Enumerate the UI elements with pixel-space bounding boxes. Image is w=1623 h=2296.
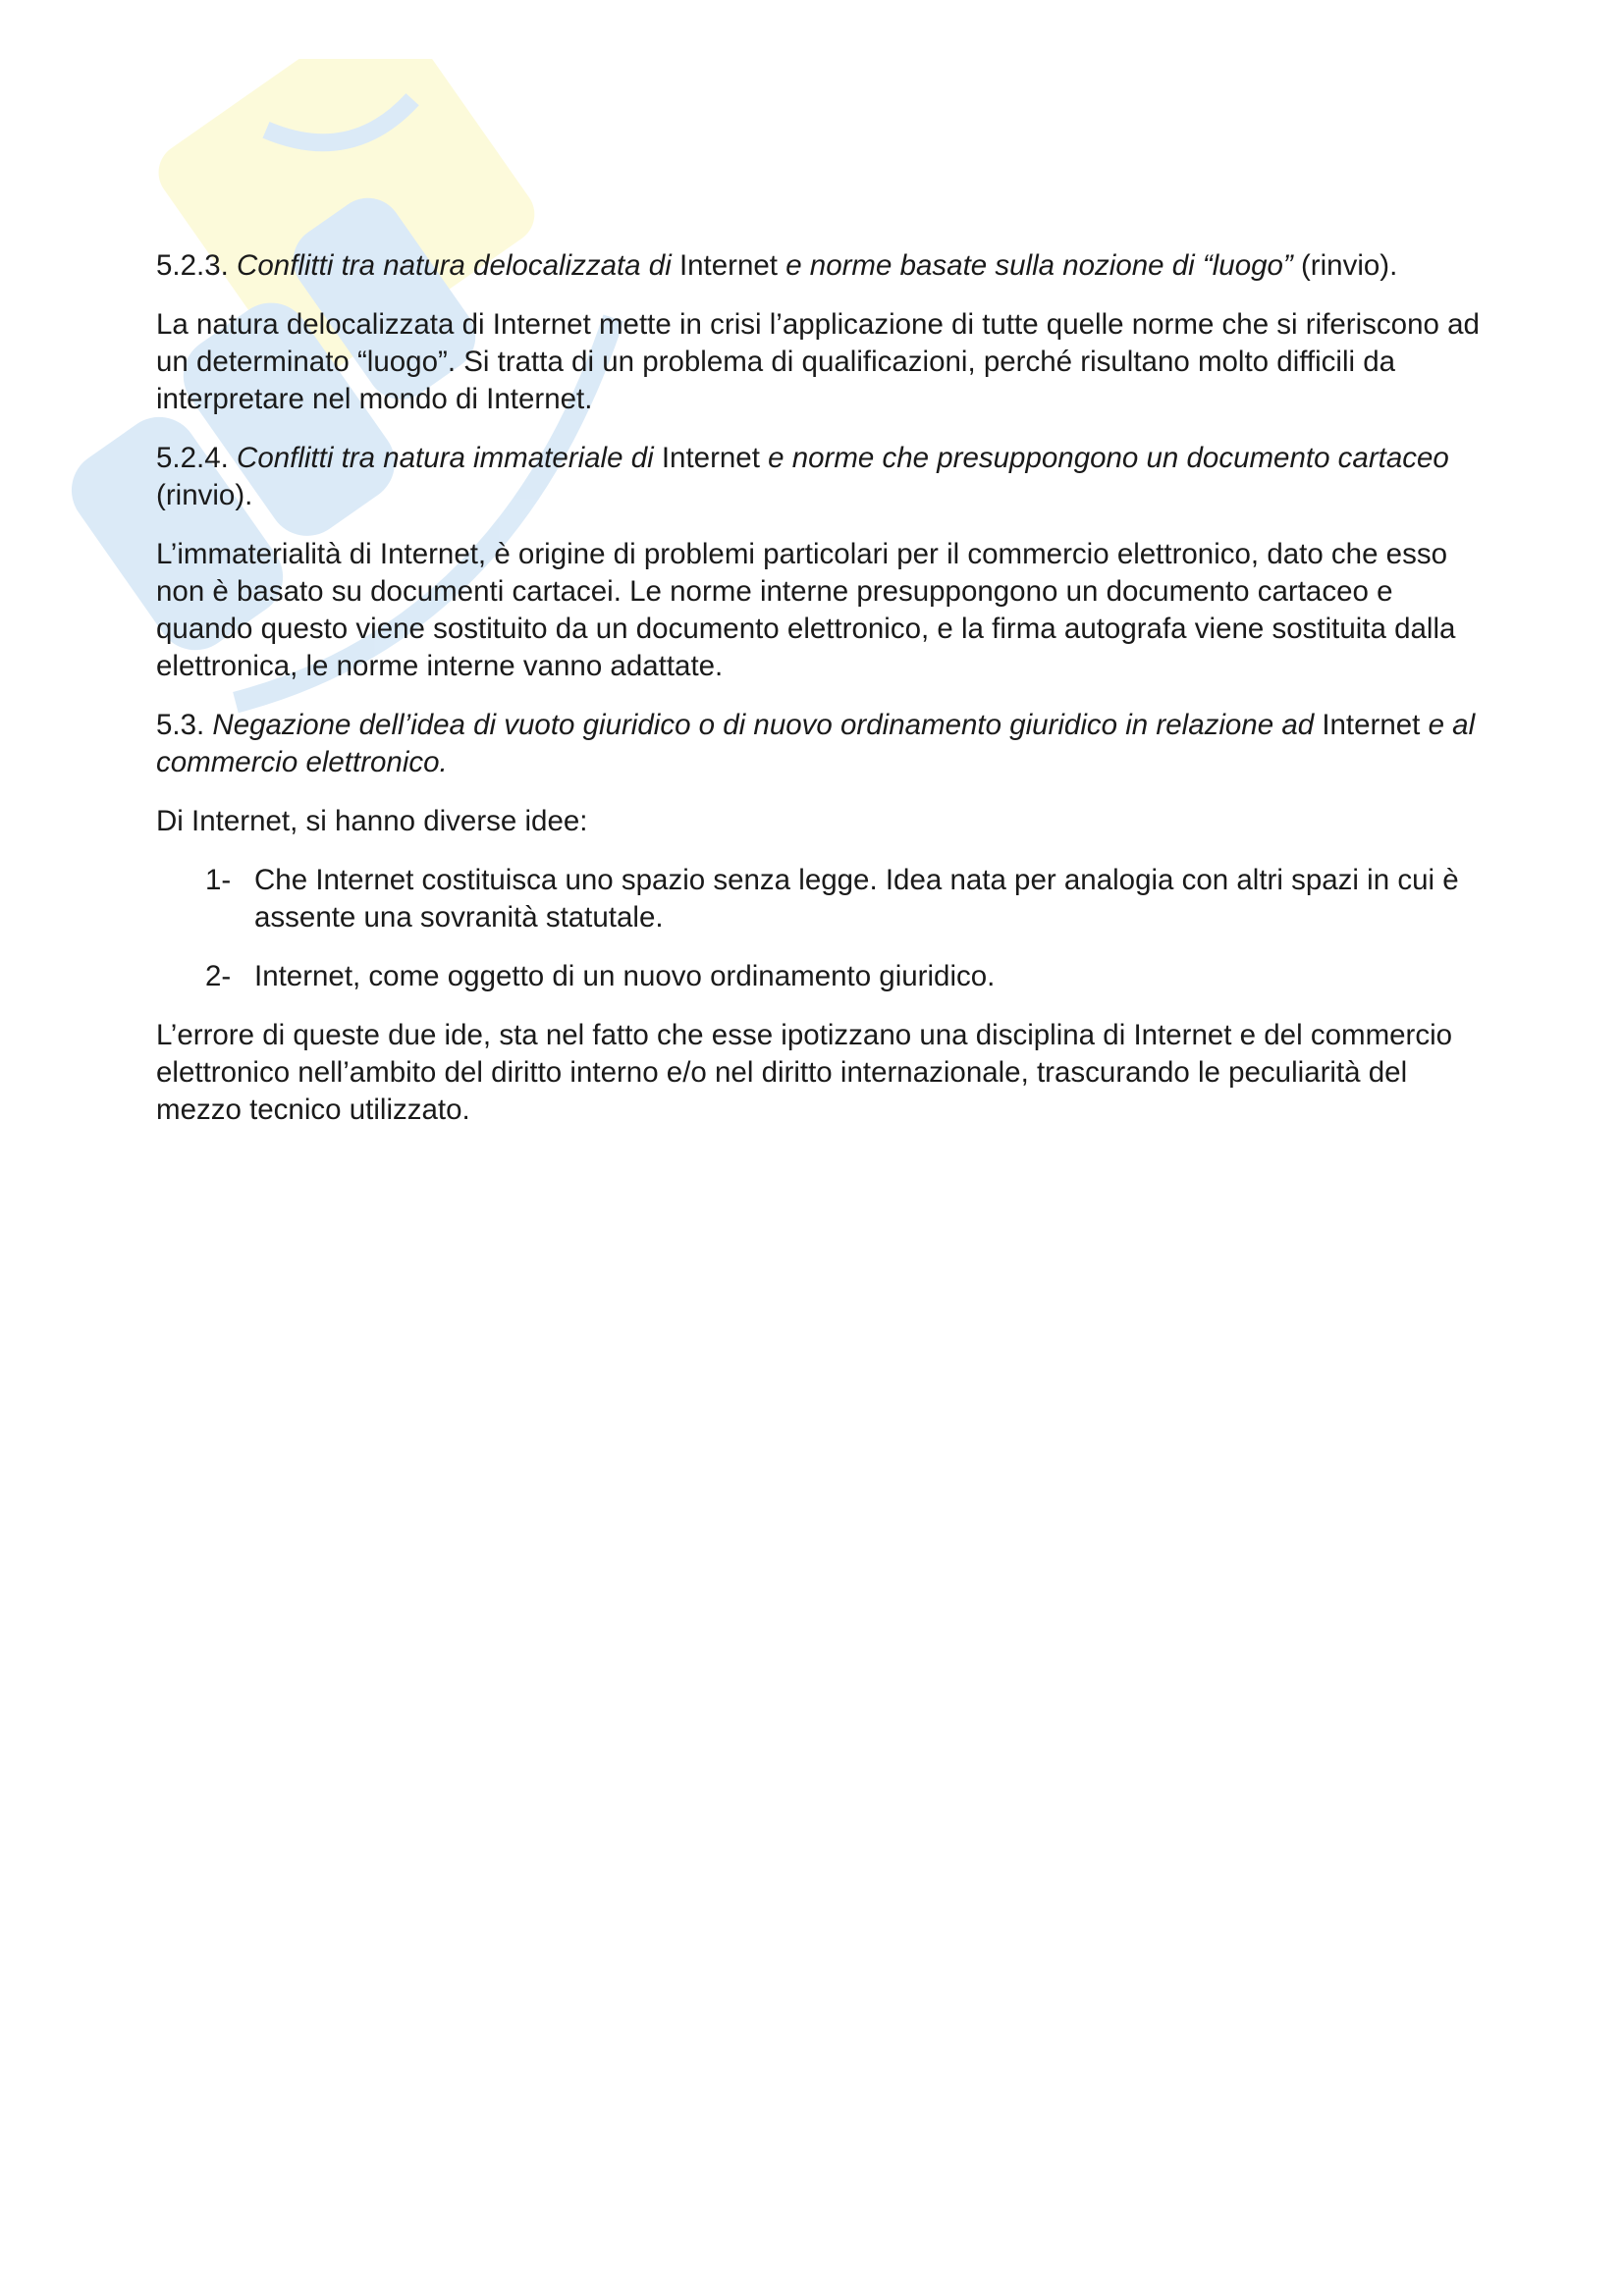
heading-plain-text: Internet [661,442,769,474]
list-item-number: 2- [205,960,232,992]
list-item-number: 1- [205,864,232,896]
section-heading-5-2-4 [156,440,1482,514]
list-item [156,862,1482,936]
heading-italic-text: Conflitti tra natura delocalizzata di [237,249,679,282]
heading-italic-text: Negazione dell’idea di vuoto giuridico o di nuovo ordinamento giuridico in relazione ad [212,709,1323,741]
heading-plain-text: (rinvio). [1292,249,1398,282]
body-paragraph: L’immaterialità di Internet, è origine di problemi particolari per il commercio elettronico, dato che esso non è basato su documenti cartacei. Le norme interne presuppongono un documento cartaceo e quando questo viene sostituito da un documento elettronico, e la firma autografa viene sostituita dalla elettronica, le norme interne vanno adattate. [156,538,1456,682]
section-number: 5.3. [156,709,213,741]
heading-italic-text: Conflitti tra natura immateriale di [237,442,662,474]
body-paragraph: Di Internet, si hanno diverse idee: [156,805,588,837]
heading-italic-text: e al commercio elettronico. [156,709,1476,778]
watermark-stroke-shape [266,59,414,182]
heading-plain-text: Internet [678,249,786,282]
section-number: 5.2.4. [156,442,238,474]
list-item [156,958,1482,995]
heading-plain-text: Internet [1322,709,1421,741]
section-number: 5.2.3. [156,249,238,282]
body-paragraph: L’errore di queste due ide, sta nel fatto che esse ipotizzano una disciplina di Internet e del commercio elettronico nell’ambito del diritto interno e/o nel diritto internazionale, trascurando le peculiarità del mezzo tecnico utilizzato. [156,1019,1453,1126]
heading-italic-text: e norme basate sulla nozione di “luogo” [785,249,1293,282]
section-heading-5-3 [156,707,1482,781]
document-body [156,247,1482,1150]
body-paragraph: La natura delocalizzata di Internet mette in crisi l’applicazione di tutte quelle norme che si riferiscono ad un determinato “luogo”. Si tratta di un problema di qualificazioni, perché risultano molto difficili da interpretare nel mondo di Internet. [156,308,1480,415]
heading-italic-text: e norme che presuppongono un documento cartaceo [768,442,1449,474]
list-item-text: Che Internet costituisca uno spazio senza legge. Idea nata per analogia con altri spazi in cui è assente una sovranità statutale. [254,864,1459,934]
section-heading-5-2-3 [156,247,1482,285]
ideas-list [156,862,1482,995]
list-item-text: Internet, come oggetto di un nuovo ordinamento giuridico. [254,960,996,992]
heading-plain-text: (rinvio). [156,479,253,511]
